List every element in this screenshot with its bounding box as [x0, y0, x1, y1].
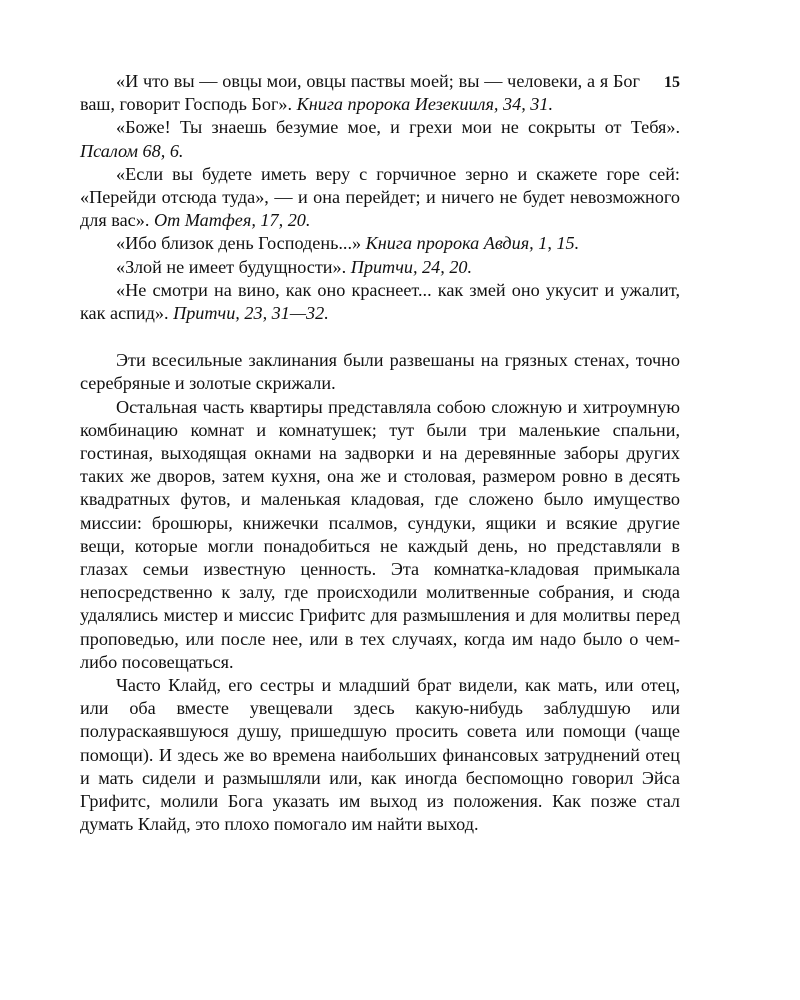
quote-reference: Притчи, 23, 31—32.	[173, 303, 329, 324]
quote-reference: Притчи, 24, 20.	[350, 256, 473, 277]
body-paragraph-1: Эти всесильные заклинания были развешаны на грязных стенах, точно серебряные и золотые скрижали.	[80, 350, 680, 394]
quote-4	[80, 232, 680, 255]
epigraph-quotes	[80, 70, 680, 325]
section-gap	[80, 325, 680, 349]
quote-reference: Книга пророка Иезекииля, 34, 31.	[296, 94, 554, 115]
quote-reference: От Матфея, 17, 20.	[153, 210, 311, 231]
quote-2	[80, 116, 680, 162]
page-number: 15	[664, 74, 680, 91]
quote-text: «Если вы будете иметь веру с горчичное зерно и скажете горе сей: «Перейди отсюда туда», — и она перейдет; и ничего не будет невозможного для вас».	[80, 163, 680, 231]
quote-text: «И что вы — овцы мои, овцы паствы моей; вы — человеки, а я Бог ваш, говорит Господь Бог».	[80, 71, 640, 115]
body-paragraph-3: Часто Клайд, его сестры и младший брат видели, как мать, или отец, или оба вместе увещевали здесь какую-нибудь заблудшую или полураскаявшуюся душу, пришедшую просить совета или помощи (чаще помощи). И здесь же во времена наибольших финансовых затруднений отец и мать сидели и размышляли или, как иногда беспомощно говорил Эйса Грифитс, молили Бога указать им выход из положения. Как позже стал думать Клайд, это плохо помогало им найти выход.	[80, 675, 680, 835]
quote-3	[80, 163, 680, 233]
quote-5	[80, 256, 680, 279]
quote-reference: Книга пророка Авдия, 1, 15.	[365, 233, 580, 254]
quote-text: «Не смотри на вино, как оно краснеет... как змей оно укусит и ужалит, как аспид».	[80, 279, 680, 324]
quote-6	[80, 279, 680, 325]
quote-text: «Злой не имеет будущности».	[116, 256, 347, 277]
quote-text: «Боже! Ты знаешь безумие мое, и грехи мои не сокрыты от Тебя».	[116, 117, 680, 138]
body-paragraph-2: Остальная часть квартиры представляла собою сложную и хитроумную комбинацию комнат и комнатушек; тут были три маленькие спальни, гостиная, выходящая окнами на задворки и на деревянные заборы других таких же дворов, затем кухня, она же и столовая, размером ровно в десять квадратных футов, и маленькая кладовая, где сложено было имущество миссии: брошюры, книжечки псалмов, сундуки, ящики и всякие другие вещи, которые могли понадобиться не каждый день, но представляли в глазах семьи известную ценность. Эта комнатка-кладовая примыкала непосредственно к залу, где происходили молитвенные собрания, и сюда удалялись мистер и миссис Грифитс для размышления и для молитвы перед проповедью, или после нее, или в тех случаях, когда им надо было о чем-либо посовещаться.	[80, 396, 680, 672]
quote-reference: Псалом 68, 6.	[80, 140, 184, 161]
quote-text: «Ибо близок день Господень...»	[116, 233, 362, 254]
book-page	[80, 70, 680, 837]
quote-1	[80, 70, 640, 116]
